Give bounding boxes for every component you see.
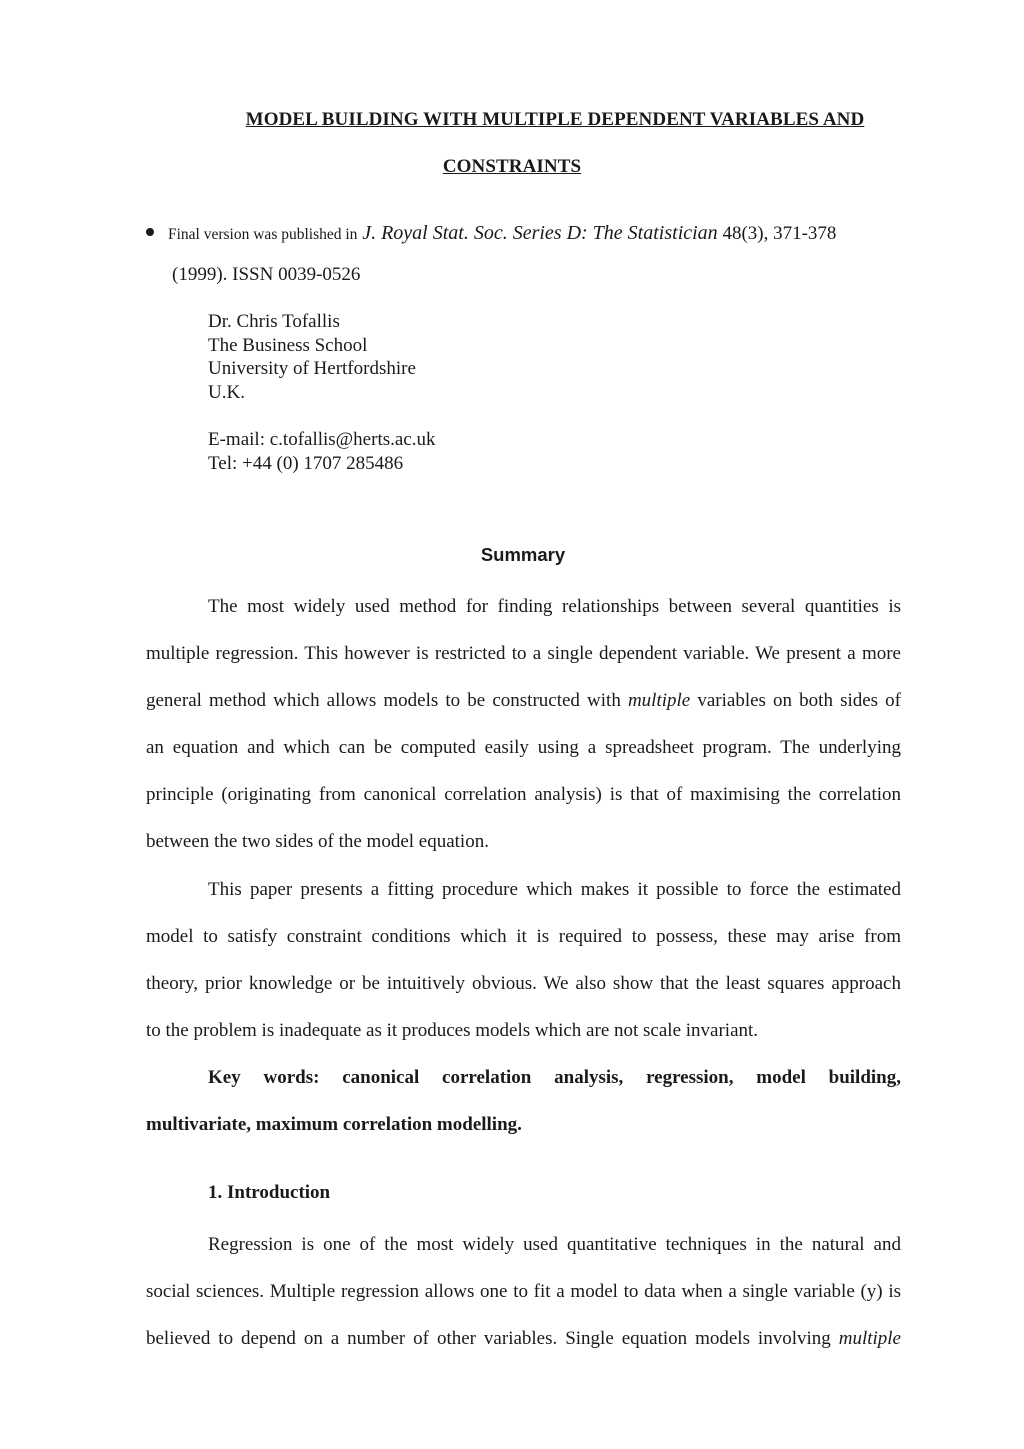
- text-line: to the problem is inadequate as it produces models which are not scale invariant.: [146, 1020, 759, 1041]
- author-university: University of Hertfordshire: [208, 358, 416, 380]
- keywords-line: multivariate, maximum correlation modelling.: [146, 1114, 522, 1135]
- author-country: U.K.: [208, 381, 245, 403]
- text-line: multiple regression. This however is restricted to a single dependent variable. We present a more: [146, 643, 901, 664]
- author-dept: The Business School: [208, 334, 368, 356]
- text-fragment: believed to depend on a number of other variables. Single equation models involving: [146, 1328, 831, 1349]
- section-heading-introduction: 1. Introduction: [208, 1182, 331, 1203]
- author-contact: [208, 428, 435, 475]
- journal-volume: 48(3), 371-378: [722, 223, 837, 244]
- text-line: social sciences. Multiple regression allows one to fit a model to data when a single variable (y) is: [146, 1281, 901, 1302]
- keywords: [146, 1067, 901, 1161]
- text-fragment: variables on both sides of: [697, 690, 902, 711]
- text-fragment: general method which allows models to be constructed with: [146, 690, 621, 711]
- introduction-paragraph: [146, 1234, 901, 1375]
- text-line: The most widely used method for finding relationships between several quantities is: [208, 596, 901, 617]
- publication-note: [146, 222, 906, 245]
- author-name: Dr. Chris Tofallis: [208, 311, 340, 332]
- text-line: theory, prior knowledge or be intuitively obvious. We also show that the least squares approach: [146, 973, 901, 994]
- paper-title-line-1: MODEL BUILDING WITH MULTIPLE DEPENDENT VARIABLES AND: [245, 109, 865, 130]
- emphasis-multiple: multiple: [838, 1328, 901, 1349]
- journal-name: J. Royal Stat. Soc. Series D: The Statistician: [362, 222, 718, 244]
- summary-paragraph-1: [146, 596, 901, 878]
- author-tel: Tel: +44 (0) 1707 285486: [208, 452, 404, 474]
- text-line: between the two sides of the model equation.: [146, 831, 489, 852]
- text-line: principle (originating from canonical correlation analysis) is that of maximising the correlation: [146, 784, 901, 805]
- summary-heading: Summary: [480, 544, 566, 565]
- text-line: [146, 690, 901, 737]
- text-line: model to satisfy constraint conditions which it is required to possess, these may arise from: [146, 926, 901, 947]
- text-line: an equation and which can be computed easily using a spreadsheet program. The underlying: [146, 737, 901, 758]
- author-address: [208, 310, 416, 404]
- paper-title-line-2: CONSTRAINTS: [442, 156, 582, 177]
- author-email: E-mail: c.tofallis@herts.ac.uk: [208, 429, 436, 450]
- summary-paragraph-2: [146, 879, 901, 1067]
- text-line: This paper presents a fitting procedure which makes it possible to force the estimated: [208, 879, 901, 900]
- publication-continuation: (1999). ISSN 0039-0526: [172, 264, 361, 285]
- text-line: [146, 1328, 901, 1375]
- publication-prefix: Final version was published in: [168, 226, 358, 243]
- text-line: Regression is one of the most widely used quantitative techniques in the natural and: [208, 1234, 901, 1255]
- keywords-line: Key words: canonical correlation analysis, regression, model building,: [208, 1067, 901, 1088]
- emphasis-multiple: multiple: [627, 690, 691, 711]
- bullet-icon: [146, 228, 154, 236]
